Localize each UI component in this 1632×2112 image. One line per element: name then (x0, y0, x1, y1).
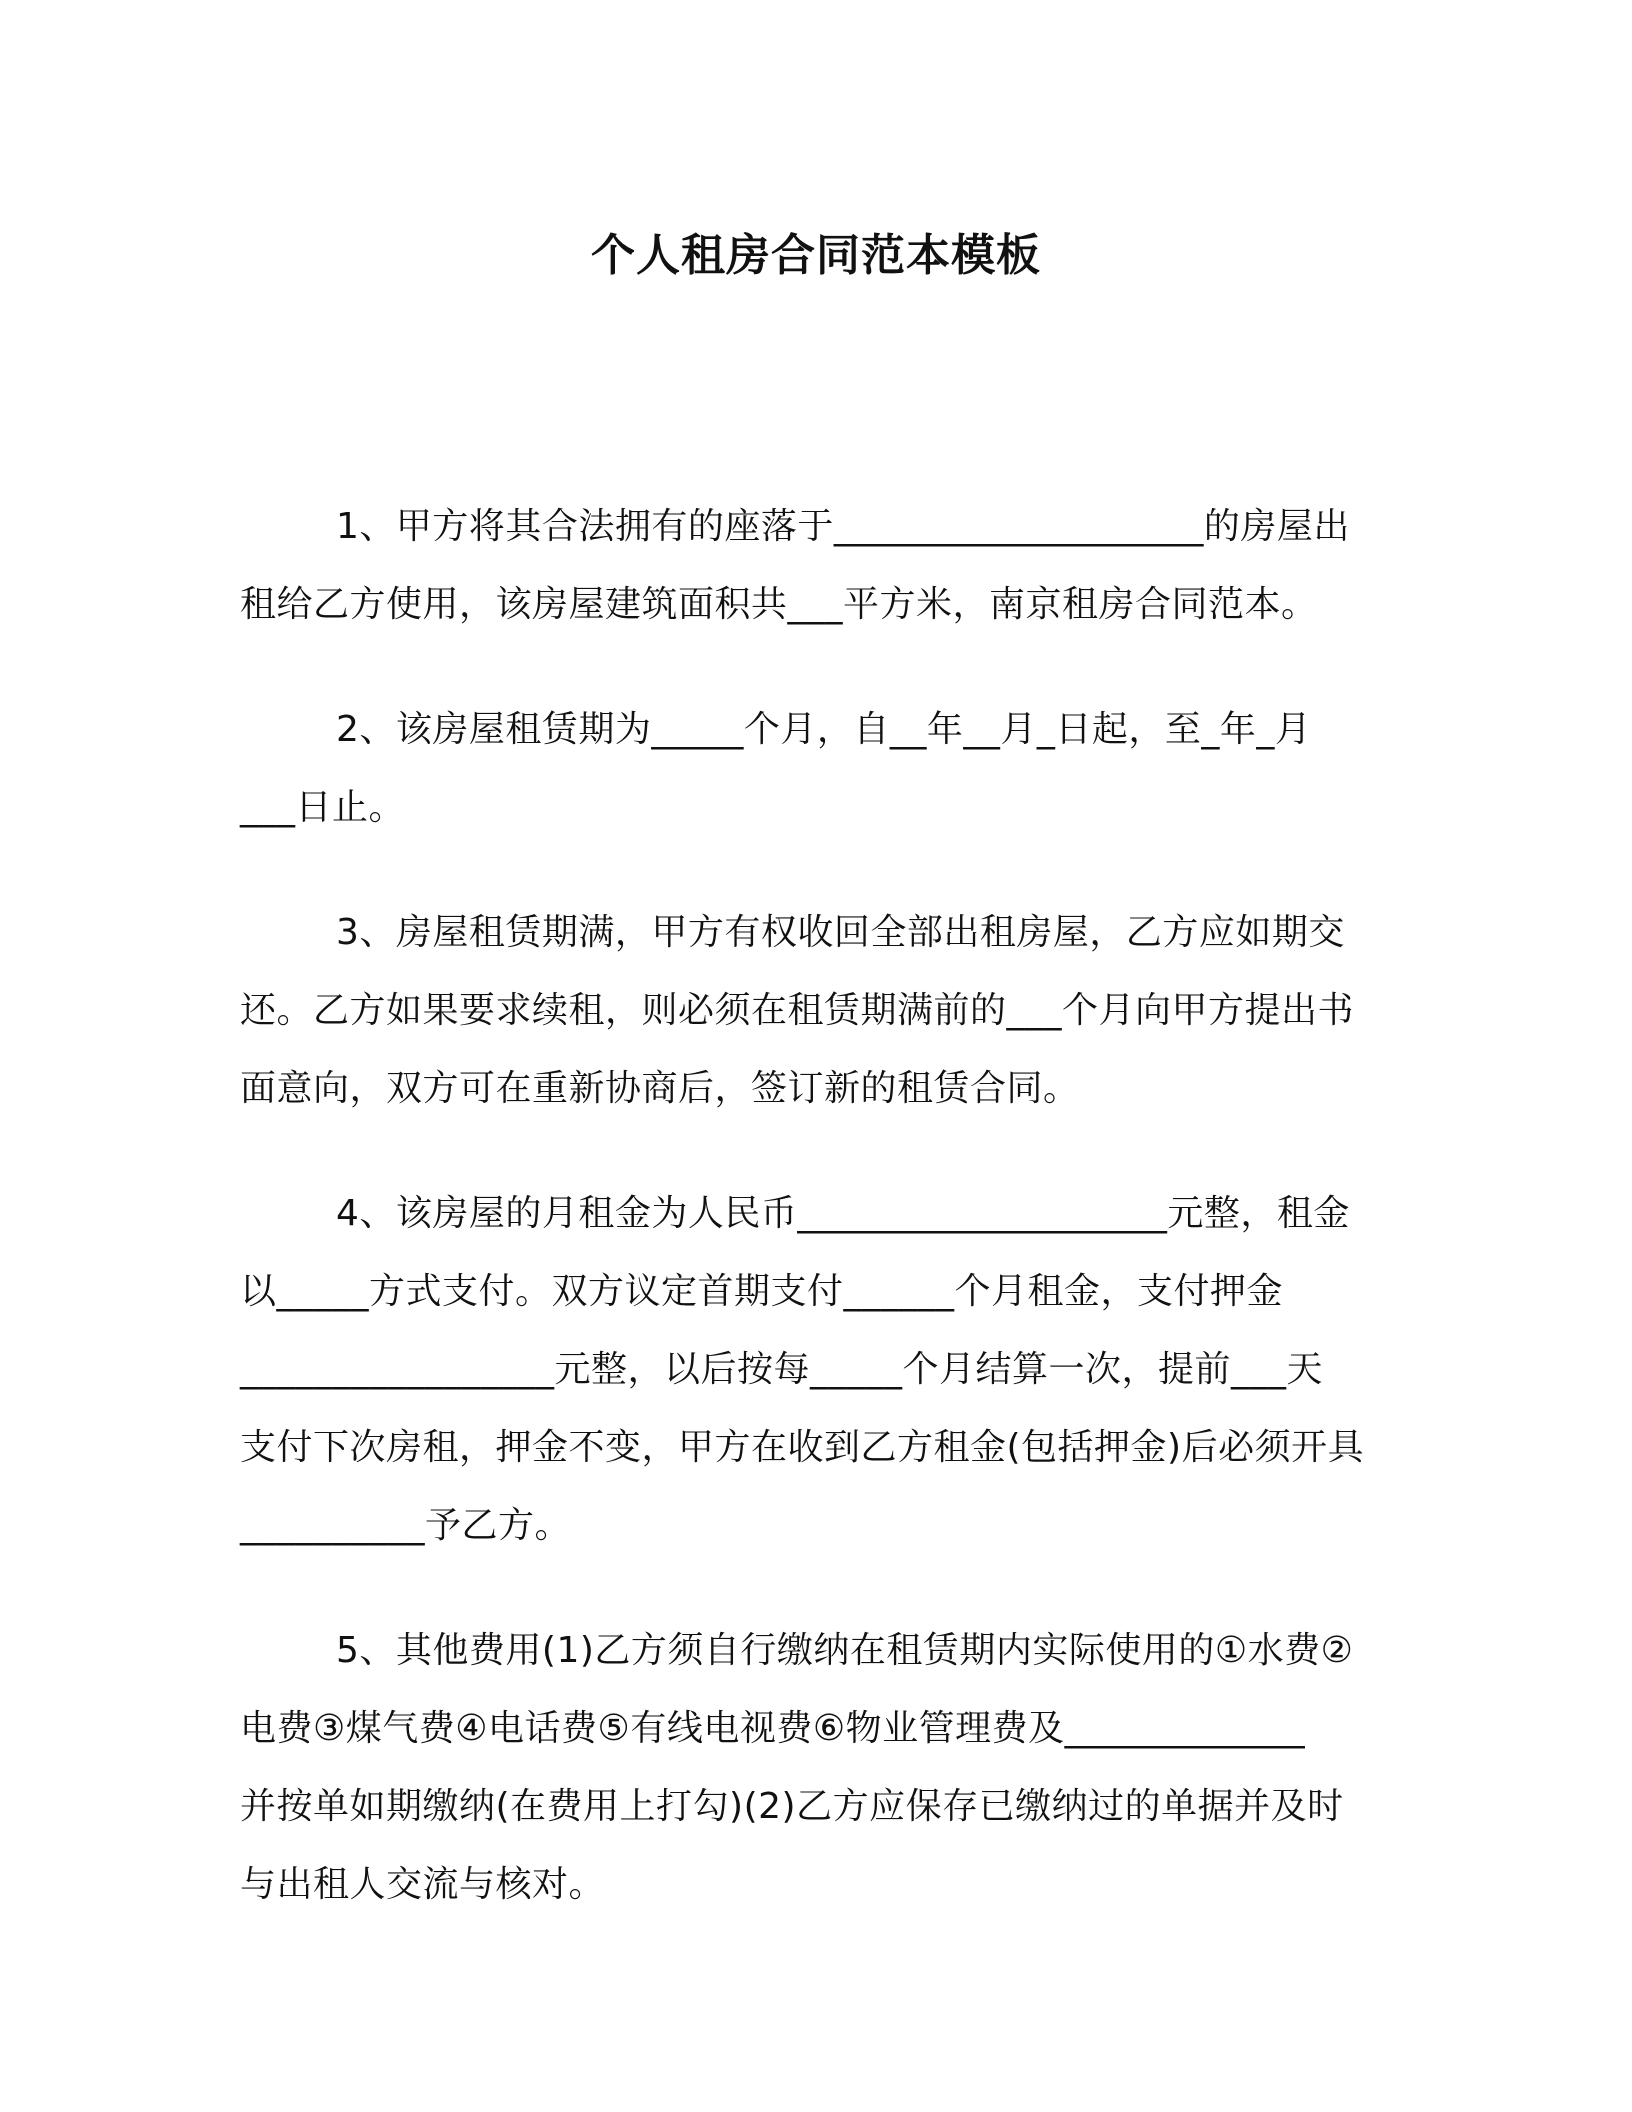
clause-3-line-3: 面意向，双方可在重新协商后，签订新的租赁合同。 (240, 1068, 1080, 1109)
clause-3 (240, 894, 1390, 1128)
clause-1 (240, 488, 1390, 644)
clause-1-line-1: 1、甲方将其合法拥有的座落于____________________的房屋出 (336, 506, 1350, 547)
clause-4-line-2: 以_____方式支付。双方议定首期支付______个月租金，支付押金 (240, 1271, 1284, 1312)
document-title: 个人租房合同范本模板 (591, 230, 1041, 281)
clause-2-line-1: 2、该房屋租赁期为_____个月，自__年__月_日起，至_年_月 (336, 709, 1312, 750)
clause-5-line-1: 5、其他费用(1)乙方须自行缴纳在租赁期内实际使用的①水费② (336, 1630, 1354, 1671)
clause-5-line-4: 与出租人交流与核对。 (240, 1864, 606, 1905)
clause-4-line-4: 支付下次房租，押金不变，甲方在收到乙方租金(包括押金)后必须开具 (240, 1427, 1365, 1468)
document-body (240, 488, 1390, 1971)
clause-4-line-5: __________予乙方。 (240, 1505, 572, 1546)
clause-4-line-3: _________________元整，以后按每_____个月结算一次，提前___天 (240, 1349, 1324, 1390)
clause-5-line-3: 并按单如期缴纳(在费用上打勾)(2)乙方应保存已缴纳过的单据并及时 (240, 1786, 1344, 1827)
clause-3-line-1: 3、房屋租赁期满，甲方有权收回全部出租房屋，乙方应如期交 (336, 912, 1345, 953)
clause-2-line-2: ___日止。 (240, 787, 406, 828)
clause-1-line-2: 租给乙方使用，该房屋建筑面积共___平方米，南京租房合同范本。 (240, 584, 1318, 625)
clause-5-line-2: 电费③煤气费④电话费⑤有线电视费⑥物业管理费及_____________ (240, 1708, 1306, 1749)
clause-3-line-2: 还。乙方如果要求续租，则必须在租赁期满前的___个月向甲方提出书 (240, 990, 1355, 1031)
clause-4 (240, 1175, 1390, 1565)
clause-4-line-1: 4、该房屋的月租金为人民币____________________元整，租金 (336, 1193, 1350, 1234)
clause-5 (240, 1612, 1390, 1924)
clause-2 (240, 691, 1390, 847)
